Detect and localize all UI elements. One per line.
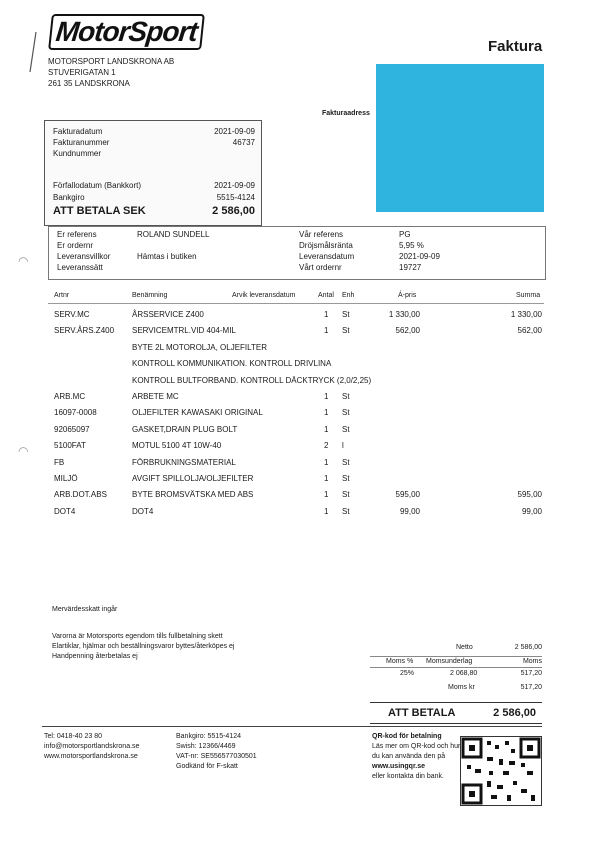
moms-basis: 2 068,80: [450, 670, 478, 677]
moms-value: 517,20: [520, 670, 542, 677]
cell-desc: MOTUL 5100 4T 10W-40: [132, 441, 222, 451]
email-link[interactable]: info@motorsportlandskrona.se: [44, 743, 140, 750]
totals-divider: [370, 656, 542, 657]
due-label: Förfallodatum (Bankkort): [53, 181, 142, 190]
bankgiro: Bankgiro: 5515-4124: [176, 733, 241, 740]
qr-code-icon: [460, 736, 542, 806]
totals-divider: [370, 667, 542, 668]
col-header-delivery: Arvik leveransdatum: [232, 292, 296, 299]
footer-qr-info: [372, 732, 460, 782]
amount-due: 2 586,00: [212, 205, 255, 217]
cell-qty: 1: [324, 490, 329, 500]
cell-qty: 1: [324, 408, 329, 418]
due-date: 2021-09-09: [214, 181, 255, 190]
er-ref-label: Er referens: [57, 230, 97, 239]
sender-line: STUVERIGATAN 1: [48, 68, 116, 77]
cell-desc: BYTE BROMSVÄTSKA MED ABS: [132, 490, 254, 500]
col-header-sum: Summa: [516, 292, 541, 299]
website-link[interactable]: www.motorsportlandskrona.se: [44, 753, 138, 760]
cell-price: 99,00: [399, 506, 420, 516]
qr-text: Läs mer om QR-kod och hur: [372, 743, 461, 750]
cell-art: 16097-0008: [54, 408, 97, 418]
cell-price: 1 330,00: [388, 310, 420, 319]
invoice-lines-table: [48, 284, 544, 608]
levdatum: 2021-09-09: [399, 252, 440, 261]
moms-pct-label: Moms %: [386, 658, 414, 665]
cell-qty: 1: [324, 392, 329, 401]
cell-art: ARB.MC: [54, 392, 86, 401]
vat-note: Mervärdesskatt ingår: [52, 606, 118, 613]
col-header-price: Á-pris: [398, 292, 417, 299]
pen-mark-icon: [28, 30, 40, 74]
cell-unit: St: [342, 490, 350, 500]
cell-desc: KONTROLL KOMMUNIKATION. KONTROLL DRIVLINA: [132, 359, 332, 369]
moms-kr-label: Moms kr: [448, 684, 475, 691]
qr-text: eller kontakta din bank.: [372, 773, 444, 780]
sender-address: [48, 56, 174, 89]
reference-box: [48, 226, 546, 280]
cell-desc: OLJEFILTER KAWASAKI ORIGINAL: [132, 408, 263, 418]
invoice-number: 46737: [232, 138, 255, 147]
cell-qty: 1: [324, 424, 329, 434]
cell-art: MILJÖ: [54, 474, 78, 483]
phone: Tel: 0418-40 23 80: [44, 733, 102, 740]
number-label: Fakturanummer: [53, 138, 110, 147]
pay-amount: 2 586,00: [493, 707, 536, 719]
netto-value: 2 586,00: [514, 644, 542, 651]
footer-contact: [44, 732, 139, 762]
redacted-address-box: [376, 64, 544, 212]
cell-unit: St: [342, 392, 350, 401]
lev-villkor: Hämtas i butiken: [137, 252, 197, 261]
cell-desc: KONTROLL BULTFORBAND. KONTROLL DÄCKTRYCK (2,0/2,25): [132, 375, 372, 385]
cell-unit: St: [342, 506, 350, 516]
terms-text: [52, 632, 234, 662]
col-header-description: Benämning: [132, 292, 168, 299]
cell-sum: 562,00: [517, 326, 542, 336]
var-order-label: Vårt ordernr: [299, 263, 342, 272]
company-logo: MotorSport: [48, 14, 205, 50]
footer-divider: [42, 726, 542, 727]
cell-price: 595,00: [395, 490, 420, 500]
lev-satt-label: Leveranssätt: [57, 263, 103, 272]
cell-unit: St: [342, 326, 350, 336]
cell-qty: 1: [324, 474, 329, 483]
cell-qty: 2: [324, 441, 329, 451]
header-divider: [48, 303, 544, 304]
terms-line: Handpenning återbetalas ej: [52, 653, 138, 660]
var-ref-label: Vår referens: [299, 230, 344, 239]
date-label: Fakturadatum: [53, 127, 103, 136]
cell-qty: 1: [324, 326, 329, 336]
bankgiro-value: 5515-4124: [216, 193, 255, 202]
cell-qty: 1: [324, 310, 329, 319]
cell-desc: GASKET,DRAIN PLUG BOLT: [132, 424, 238, 434]
cell-art: 5100FAT: [54, 441, 86, 451]
levdatum-label: Leveransdatum: [299, 252, 355, 261]
cell-unit: St: [342, 424, 350, 434]
cell-sum: 99,00: [521, 506, 542, 516]
cell-art: SERV.ÅRS.Z400: [54, 326, 115, 336]
var-order: 19727: [399, 263, 422, 272]
cell-sum: 1 330,00: [510, 310, 542, 319]
er-ref: ROLAND SUNDELL: [137, 230, 210, 239]
cell-art: SERV.MC: [54, 310, 90, 319]
invoice-date: 2021-09-09: [214, 127, 255, 136]
var-ref: PG: [399, 230, 411, 239]
qr-text: www.usingqr.se: [372, 763, 426, 770]
moms-basis-label: Momsunderlag: [426, 658, 473, 665]
cell-art: 92065097: [54, 424, 90, 434]
cell-desc: BYTE 2L MOTOROLJA, OLJEFILTER: [132, 342, 267, 352]
footer-bank: [176, 732, 257, 772]
cell-unit: St: [342, 408, 350, 418]
swish: Swish: 12366/4469: [176, 743, 236, 750]
punch-hole-icon: ◠: [18, 444, 29, 458]
document-title: Faktura: [488, 38, 543, 55]
customer-label: Kundnummer: [53, 149, 102, 158]
punch-hole-icon: ◠: [18, 254, 29, 268]
vat-number: VAT-nr: SE556577030501: [176, 753, 257, 760]
cell-unit: l: [342, 441, 344, 451]
cell-desc: DOT4: [132, 506, 154, 516]
invoice-info-box: [44, 120, 262, 226]
col-header-unit: Enh: [342, 292, 355, 299]
col-header-artnr: Artnr: [54, 292, 70, 299]
cell-unit: St: [342, 310, 350, 319]
cell-desc: SERVICEMTRL.VID 404-MIL: [132, 326, 236, 336]
qr-text: du kan använda den på: [372, 753, 446, 760]
cell-qty: 1: [324, 506, 329, 516]
er-order-label: Er ordernr: [57, 241, 94, 250]
cell-desc: FÖRBRUKNINGSMATERIAL: [132, 457, 236, 467]
f-skatt: Godkänd för F-skatt: [176, 763, 238, 770]
cell-sum: 595,00: [517, 490, 542, 500]
sender-line: MOTORSPORT LANDSKRONA AB: [48, 57, 175, 66]
cell-unit: St: [342, 474, 350, 483]
moms-kr-value: 517,20: [520, 684, 542, 691]
netto-label: Netto: [456, 644, 473, 651]
cell-desc: ÅRSSERVICE Z400: [132, 310, 204, 319]
drojsmal-label: Dröjsmålsränta: [299, 241, 353, 250]
qr-title: QR-kod för betalning: [372, 733, 442, 740]
cell-art: FB: [54, 457, 65, 467]
moms-pct: 25%: [400, 670, 415, 677]
cell-unit: St: [342, 457, 350, 467]
drojsmal: 5,95 %: [399, 241, 424, 250]
cell-art: DOT4: [54, 506, 76, 516]
cell-desc: AVGIFT SPILLOLJA/OLJEFILTER: [132, 474, 254, 483]
bankgiro-label: Bankgiro: [53, 193, 85, 202]
terms-line: Varorna är Motorsports egendom tills fullbetalning skett: [52, 633, 223, 640]
cell-art: ARB.DOT.ABS: [54, 490, 107, 500]
cell-qty: 1: [324, 457, 329, 467]
moms-label: Moms: [522, 658, 542, 665]
pay-label: ATT BETALA: [388, 707, 456, 719]
cell-price: 562,00: [395, 326, 420, 336]
sender-line: 261 35 LANDSKRONA: [48, 79, 130, 88]
col-header-qty: Antal: [318, 292, 334, 299]
terms-line: Elartiklar, hjälmar och beställningsvaror byttes/återköpes ej: [52, 643, 235, 650]
cell-desc: ARBETE MC: [132, 392, 179, 401]
total-to-pay: [370, 702, 542, 724]
invoice-address-label: Fakturaadress: [322, 110, 370, 117]
lev-villkor-label: Leveransvillkor: [57, 252, 111, 261]
amount-label: ATT BETALA SEK: [53, 205, 146, 217]
